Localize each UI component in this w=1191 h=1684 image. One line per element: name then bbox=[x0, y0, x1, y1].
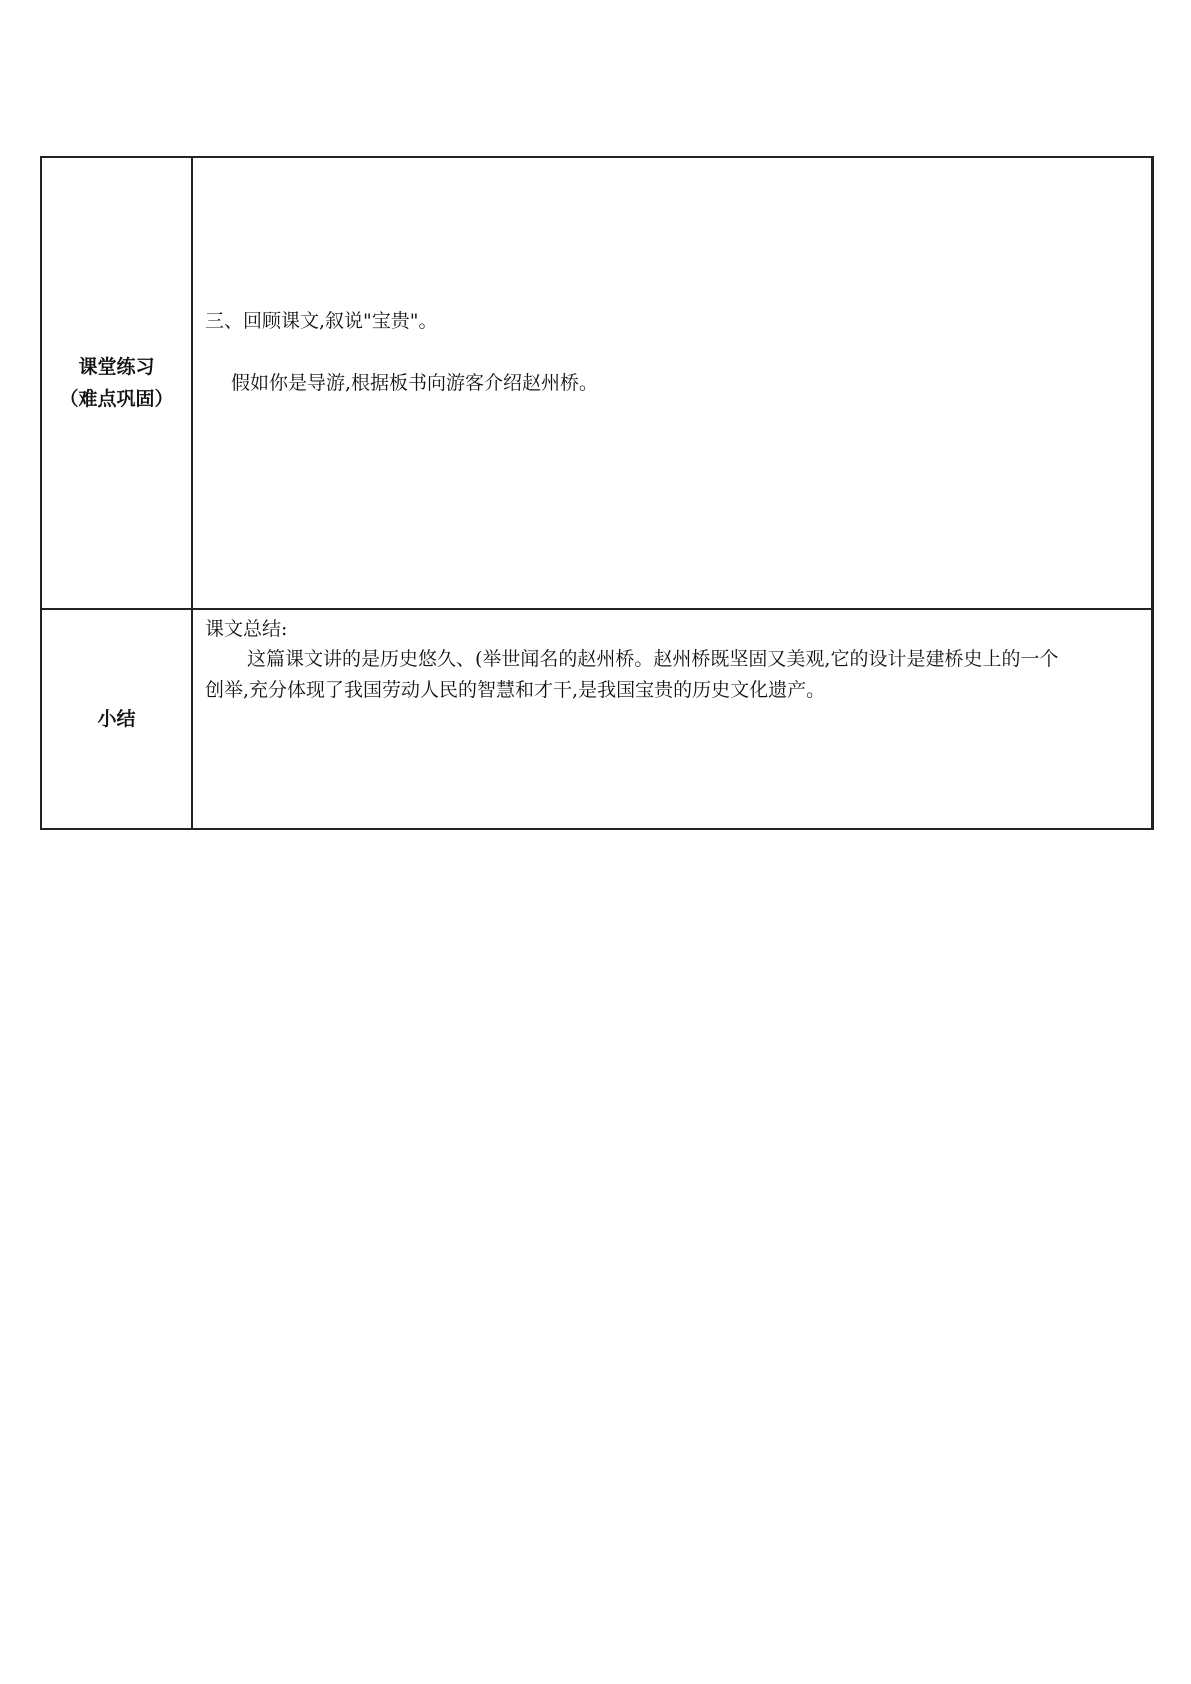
exercise-label-cell bbox=[41, 157, 192, 609]
summary-content-cell bbox=[192, 609, 1153, 829]
exercise-task: 假如你是导游,根据板书向游客介绍赵州桥。 bbox=[231, 372, 599, 394]
summary-heading: 课文总结: bbox=[205, 618, 288, 640]
exercise-label-title: 课堂练习 bbox=[78, 356, 155, 378]
summary-body: 这篇课文讲的是历史悠久、(举世闻名的赵州桥。赵州桥既坚固又美观,它的设计是建桥史上的一个创举,充分体现了我国劳动人民的智慧和才干,是我国宝贵的历史文化遗产。 bbox=[205, 648, 1059, 701]
lesson-plan-table bbox=[40, 156, 1154, 830]
exercise-label-subtitle: （难点巩固） bbox=[59, 388, 174, 410]
summary-label-cell bbox=[41, 609, 192, 829]
exercise-heading: 三、回顾课文,叙说"宝贵"。 bbox=[205, 310, 438, 332]
summary-row bbox=[41, 609, 1153, 829]
summary-label: 小结 bbox=[97, 708, 136, 730]
exercise-row bbox=[41, 157, 1153, 609]
exercise-content-cell bbox=[192, 157, 1153, 609]
